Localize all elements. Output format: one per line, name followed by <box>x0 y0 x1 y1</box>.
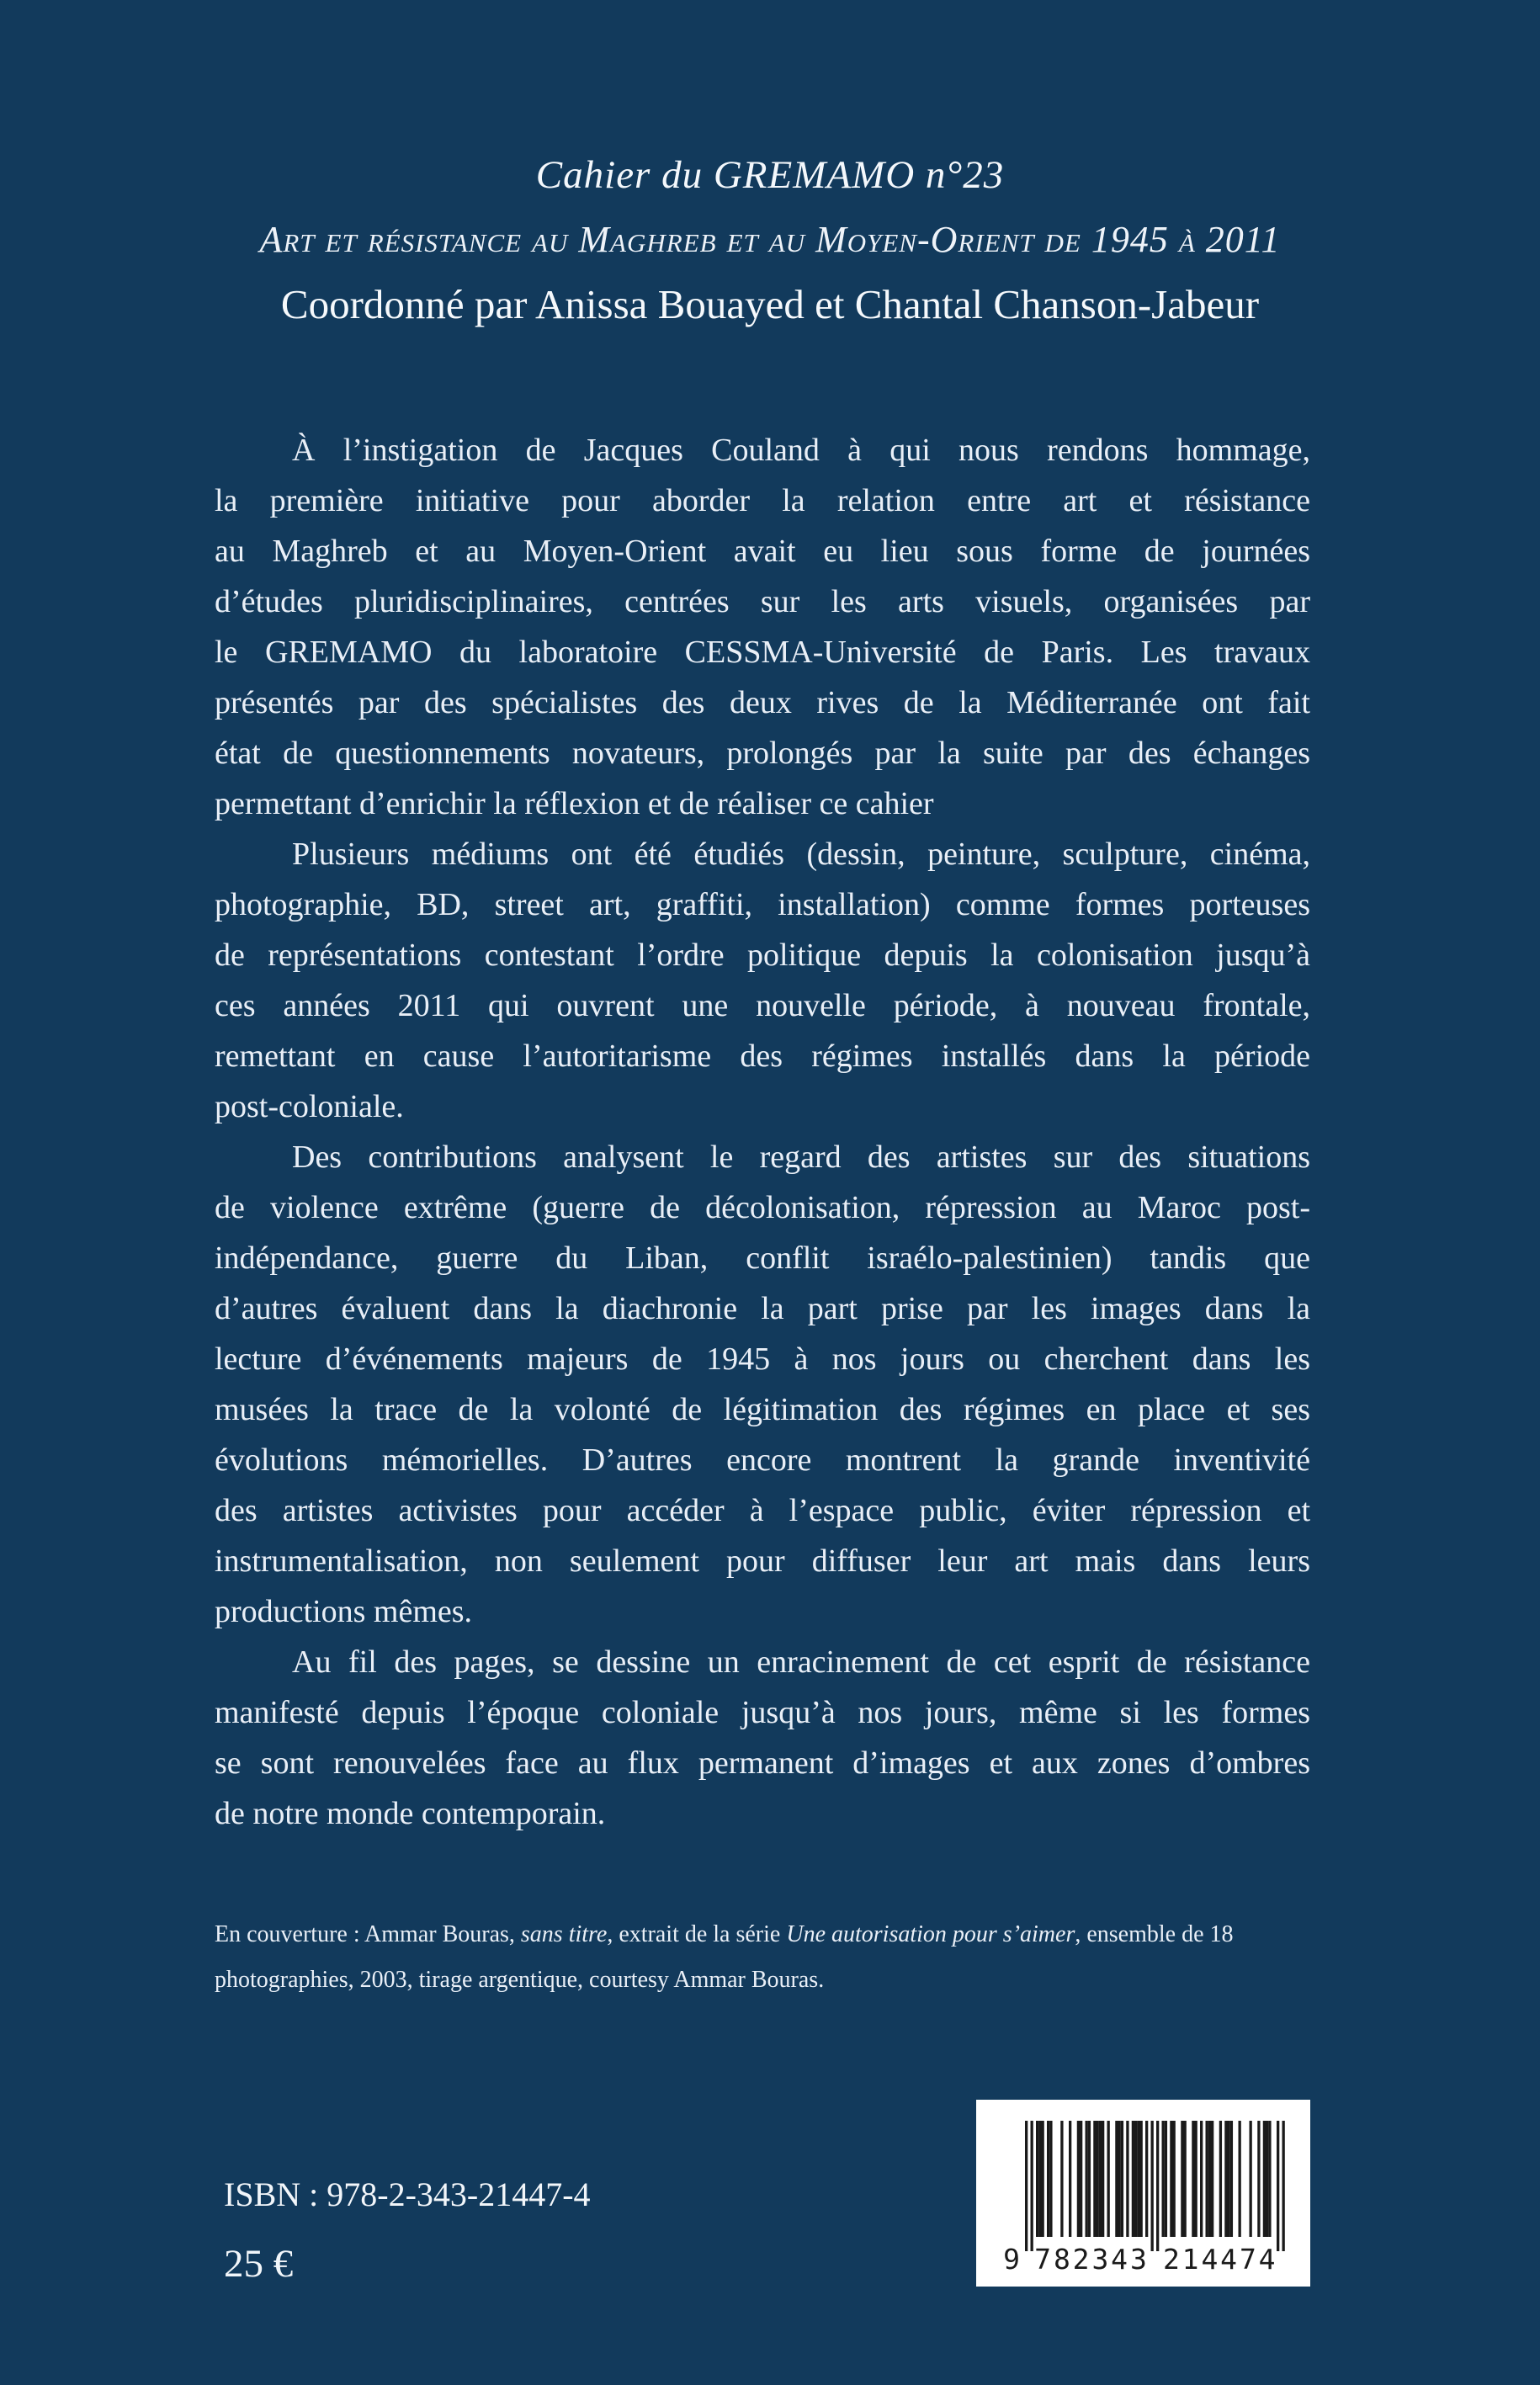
barcode-bar <box>1219 2121 1221 2237</box>
text-line: Des contributions analysent le regard des artistes sur des situations <box>292 1139 1310 1175</box>
barcode-digit: 3 <box>1091 2243 1108 2272</box>
text-line: d’autres évaluent dans la diachronie la part prise par les images dans la <box>215 1291 1310 1326</box>
barcode-bar <box>1038 2121 1041 2237</box>
barcode-bar <box>1156 2121 1159 2251</box>
barcode-bar <box>1134 2121 1137 2237</box>
text-line: le GREMAMO du laboratoire CESSMA-Université de Paris. Les travaux <box>215 635 1310 670</box>
barcode-bar <box>1126 2121 1128 2237</box>
barcode-bar <box>1224 2121 1227 2237</box>
text-line: Au fil des pages, se dessine un enracinement de cet esprit de résistance <box>292 1644 1310 1680</box>
series-title: Cahier du GREMAMO n°23 <box>535 153 1005 197</box>
barcode-bar <box>1170 2121 1172 2237</box>
text-line: instrumentalisation, non seulement pour diffuser leur art mais dans leurs <box>215 1543 1310 1579</box>
barcode-bar <box>1205 2121 1208 2237</box>
paragraph <box>215 1637 1310 1839</box>
text-line: des artistes activistes pour accéder à l’espace public, éviter répression et <box>215 1493 1310 1528</box>
credit-line: photographies, 2003, tirage argentique, courtesy Ammar Bouras. <box>215 1967 825 1993</box>
barcode-bar <box>1150 2121 1153 2251</box>
text-line: photographie, BD, street art, graffiti, installation) comme formes porteuses <box>215 887 1310 922</box>
editors-line: Coordonné par Anissa Bouayed et Chantal Chanson-Jabeur <box>280 281 1260 327</box>
barcode-bar <box>1257 2121 1260 2237</box>
barcode-digit: 3 <box>1129 2243 1147 2272</box>
text-line: se sont renouvelées face au flux permanent d’images et aux zones d’ombres <box>215 1745 1310 1781</box>
text-line: de notre monde contemporain. <box>215 1796 606 1831</box>
text-line: productions mêmes. <box>215 1594 473 1629</box>
text-line: de violence extrême (guerre de décolonisation, répression au Maroc post- <box>215 1190 1310 1225</box>
text-line: musées la trace de la volonté de légitimation des régimes en place et ses <box>215 1392 1310 1427</box>
paragraph <box>215 829 1310 1132</box>
barcode-bar <box>1120 2121 1123 2237</box>
text-line: la première initiative pour aborder la relation entre art et résistance <box>215 483 1310 518</box>
barcode-bar <box>1227 2121 1229 2237</box>
barcode-bar <box>1131 2121 1134 2237</box>
text-line: présentés par des spécialistes des deux rives de la Méditerranée ont fait <box>215 685 1310 720</box>
barcode-bar <box>1282 2121 1284 2251</box>
barcode-bar <box>1192 2121 1194 2237</box>
text-line: lecture d’événements majeurs de 1945 à nos jours ou cherchent dans les <box>215 1341 1310 1377</box>
barcode-bar <box>1208 2121 1210 2237</box>
barcode-bar <box>1183 2121 1186 2237</box>
barcode-bar <box>1118 2121 1120 2237</box>
barcode-bar <box>1107 2121 1109 2237</box>
ean13-barcode <box>976 2100 1310 2287</box>
paragraph <box>215 1132 1310 1637</box>
credit-text: , extrait de la série <box>607 1921 787 1947</box>
barcode-bar <box>1030 2121 1033 2251</box>
barcode-bar <box>1229 2121 1232 2237</box>
text-line: au Maghreb et au Moyen-Orient avait eu lieu sous forme de journées <box>215 534 1310 569</box>
barcode-bar <box>1047 2121 1049 2237</box>
barcode-bar <box>1093 2121 1096 2237</box>
header-block <box>0 150 1540 332</box>
text-line: ces années 2011 qui ouvrent une nouvelle période, à nouveau frontale, <box>215 988 1310 1023</box>
barcode-bar <box>1080 2121 1082 2237</box>
barcode-digit: 7 <box>1239 2243 1256 2272</box>
back-cover-blurb <box>215 425 1310 1839</box>
barcode-digit: 8 <box>1053 2243 1070 2272</box>
barcode-bar <box>1087 2121 1090 2237</box>
barcode-bar <box>1069 2121 1071 2237</box>
barcode-bar <box>1194 2121 1197 2237</box>
barcode-bar <box>1085 2121 1087 2237</box>
isbn-label: ISBN : 978-2-343-21447-4 <box>224 2175 591 2213</box>
text-line: permettant d’enrichir la réflexion et de réaliser ce cahier <box>215 786 934 821</box>
barcode-bar <box>1025 2121 1028 2251</box>
barcode-bar <box>1036 2121 1038 2237</box>
barcode-bar <box>1266 2121 1268 2237</box>
barcode-bar <box>1096 2121 1098 2237</box>
barcode-bar <box>1076 2121 1079 2237</box>
text-line: de représentations contestant l’ordre politique depuis la colonisation jusqu’à <box>215 938 1310 973</box>
barcode-bar <box>1172 2121 1175 2237</box>
barcode-digit: 1 <box>1182 2243 1199 2272</box>
barcode-bar <box>1268 2121 1271 2237</box>
text-line: indépendance, guerre du Liban, conflit israélo-palestinien) tandis que <box>215 1240 1310 1276</box>
barcode-digit: 4 <box>1258 2243 1276 2272</box>
barcode-bar <box>1161 2121 1164 2237</box>
barcode-bar <box>1049 2121 1052 2237</box>
text-line: post-coloniale. <box>215 1089 404 1124</box>
credit-text: En couverture : Ammar Bouras, <box>215 1921 521 1947</box>
text-line: état de questionnements novateurs, prolongés par la suite par des échanges <box>215 736 1310 771</box>
text-line: Plusieurs médiums ont été étudiés (dessin, peinture, sculpture, cinéma, <box>292 837 1310 872</box>
paragraph <box>215 425 1310 829</box>
barcode-bar <box>1137 2121 1139 2237</box>
credit-series-title: Une autorisation pour s’aimer <box>786 1921 1075 1947</box>
barcode-bar <box>1249 2121 1251 2237</box>
volume-title: Art et résistance au Maghreb et au Moyen-Orient de 1945 à 2011 <box>259 219 1281 260</box>
barcode-digit: 7 <box>1033 2243 1051 2272</box>
cover-credit <box>215 1912 1334 2003</box>
barcode-bar <box>1115 2121 1118 2237</box>
text-line: À l’instigation de Jacques Couland à qui nous rendons hommage, <box>292 433 1310 468</box>
barcode-digit: 2 <box>1162 2243 1180 2272</box>
barcode-digit: 4 <box>1219 2243 1237 2272</box>
barcode-digit: 2 <box>1072 2243 1090 2272</box>
barcode-bar <box>1181 2121 1183 2237</box>
barcode-digit: 9 <box>1002 2243 1020 2272</box>
text-line: d’études pluridisciplinaires, centrées sur les arts visuels, organisées par <box>215 584 1310 619</box>
barcode-bar <box>1145 2121 1148 2237</box>
barcode-bar <box>1262 2121 1265 2237</box>
credit-text: , ensemble de 18 <box>1075 1921 1234 1947</box>
barcode-bar <box>1041 2121 1043 2237</box>
barcode-digit: 4 <box>1110 2243 1128 2272</box>
text-line: remettant en cause l’autoritarisme des régimes installés dans la période <box>215 1038 1310 1074</box>
barcode-digit: 4 <box>1200 2243 1218 2272</box>
text-line: manifesté depuis l’époque coloniale jusqu’à nos jours, même si les formes <box>215 1695 1310 1730</box>
barcode-bar <box>1277 2121 1279 2251</box>
barcode-bar <box>1098 2121 1101 2237</box>
credit-work-title: sans titre <box>520 1921 608 1947</box>
price-label: 25 € <box>224 2242 294 2286</box>
barcode-bar <box>1200 2121 1203 2237</box>
barcode-bar <box>1238 2121 1240 2237</box>
barcode-bar <box>1060 2121 1063 2237</box>
barcode-bar <box>1211 2121 1213 2237</box>
barcode-bar <box>1139 2121 1142 2237</box>
barcode-bar <box>1102 2121 1104 2237</box>
barcode-bar <box>1164 2121 1166 2237</box>
text-line: évolutions mémorielles. D’autres encore montrent la grande inventivité <box>215 1442 1310 1478</box>
credit-line <box>215 1912 1334 1957</box>
